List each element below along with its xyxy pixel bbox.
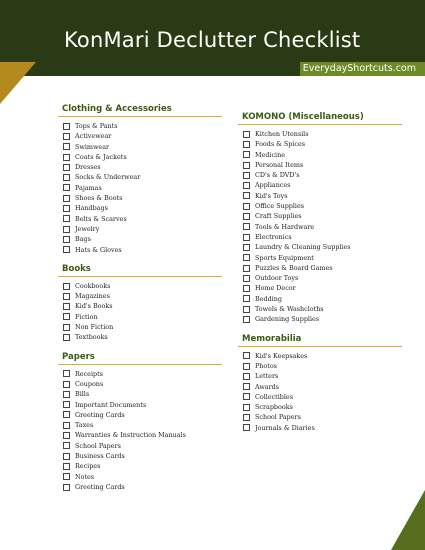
checkbox[interactable] <box>63 205 70 212</box>
checklist-item-label: Hats & Gloves <box>75 245 122 254</box>
checklist-item-label: Textbooks <box>75 333 108 342</box>
checklist-item <box>63 224 222 234</box>
checklist-item <box>243 180 402 190</box>
checklist-item-label: Laundry & Cleaning Supplies <box>255 243 351 252</box>
checklist-item <box>243 150 402 160</box>
checklist-item <box>243 314 402 324</box>
checkbox[interactable] <box>243 393 250 400</box>
checkbox[interactable] <box>63 313 70 320</box>
checkbox[interactable] <box>63 401 70 408</box>
checkbox[interactable] <box>63 463 70 470</box>
checkbox[interactable] <box>63 293 70 300</box>
checklist-item <box>63 162 222 172</box>
checkbox[interactable] <box>63 154 70 161</box>
checklist-item-label: Belts & Scarves <box>75 214 127 223</box>
checklist-item-label: Greeting Cards <box>75 410 125 419</box>
checklist-item <box>243 242 402 252</box>
checklist-item-label: Handbags <box>75 204 108 213</box>
checkbox[interactable] <box>243 131 250 138</box>
section-title: Memorabilia <box>238 334 402 347</box>
checklist-item <box>243 170 402 180</box>
checklist-item-label: Swimwear <box>75 142 110 151</box>
checklist-item <box>63 430 222 440</box>
checklist-item <box>243 222 402 232</box>
checkbox[interactable] <box>63 391 70 398</box>
section-books <box>58 264 222 343</box>
checkbox[interactable] <box>63 246 70 253</box>
checklist-item <box>63 332 222 342</box>
checkbox[interactable] <box>243 172 250 179</box>
checklist-item <box>63 152 222 162</box>
checkbox[interactable] <box>63 123 70 130</box>
checkbox[interactable] <box>63 381 70 388</box>
checklist-item <box>63 245 222 255</box>
checkbox[interactable] <box>63 143 70 150</box>
checklist-item-label: Pajamas <box>75 183 102 192</box>
checkbox[interactable] <box>243 203 250 210</box>
section-title: Clothing & Accessories <box>58 104 222 117</box>
checklist-item-label: Bags <box>75 235 91 244</box>
checklist-item-label: Gardening Supplies <box>255 315 320 324</box>
checklist-item-label: Fiction <box>75 312 98 321</box>
checkbox[interactable] <box>63 303 70 310</box>
section-title: Papers <box>58 352 222 365</box>
checkbox[interactable] <box>243 244 250 251</box>
checklist-item-label: Warranties & Instruction Manuals <box>75 431 186 440</box>
checklist-item <box>63 369 222 379</box>
checklist-item-label: Appliances <box>255 181 291 190</box>
checklist <box>238 129 402 325</box>
checklist-item <box>63 420 222 430</box>
checklist-item-label: Dresses <box>75 163 101 172</box>
checkbox[interactable] <box>243 275 250 282</box>
checklist-item-label: Tops & Pants <box>75 122 118 130</box>
checklist-item-label: Coupons <box>75 379 104 388</box>
checklist-item <box>243 253 402 263</box>
checklist-item <box>243 423 402 433</box>
checklist-item-label: Business Cards <box>75 452 125 461</box>
checklist-item <box>63 214 222 224</box>
checklist-item-label: Awards <box>255 382 280 391</box>
checkbox[interactable] <box>243 213 250 220</box>
checkbox[interactable] <box>243 414 250 421</box>
checkbox[interactable] <box>243 192 250 199</box>
section-clothing-accessories <box>58 104 222 255</box>
checkbox[interactable] <box>63 432 70 439</box>
checklist-item-label: Kid's Keepsakes <box>255 351 308 360</box>
checklist-item <box>63 472 222 482</box>
section-memorabilia <box>238 334 402 433</box>
checkbox[interactable] <box>63 453 70 460</box>
checkbox[interactable] <box>63 324 70 331</box>
checkbox[interactable] <box>63 473 70 480</box>
checkbox[interactable] <box>63 484 70 491</box>
checklist-item <box>63 142 222 152</box>
page-title: KonMari Declutter Checklist <box>64 28 361 52</box>
checklist-item-label: CD's & DVD's <box>255 171 300 180</box>
right-column <box>238 112 402 442</box>
checklist-item <box>63 281 222 291</box>
checklist-item-label: Greeting Cards <box>75 482 125 491</box>
checkbox[interactable] <box>243 141 250 148</box>
checkbox[interactable] <box>63 411 70 418</box>
checklist-item-label: Kid's Toys <box>255 191 288 200</box>
checklist-item <box>63 193 222 203</box>
checklist-item-label: Electronics <box>255 232 292 241</box>
checklist-item-label: Bills <box>75 390 90 399</box>
corner-decoration-bottom-right <box>391 490 425 550</box>
checkbox[interactable] <box>63 133 70 140</box>
checkbox[interactable] <box>243 306 250 313</box>
checklist-item-label: Office Supplies <box>255 202 305 211</box>
checklist-item <box>63 379 222 389</box>
checklist-item <box>63 410 222 420</box>
section-papers <box>58 352 222 493</box>
checklist-item <box>243 402 402 412</box>
checklist-item-label: Important Documents <box>75 400 147 409</box>
checklist-item <box>243 371 402 381</box>
checklist-item <box>63 172 222 182</box>
checklist-item <box>243 263 402 273</box>
checklist <box>238 351 402 433</box>
checkbox[interactable] <box>243 182 250 189</box>
checklist-item-label: Coats & Jackets <box>75 152 127 161</box>
checkbox[interactable] <box>63 236 70 243</box>
checklist-item <box>63 234 222 244</box>
checklist-item-label: Kid's Books <box>75 302 113 311</box>
checklist-item-label: Home Decor <box>255 284 296 293</box>
checklist-item <box>243 232 402 242</box>
checklist-item <box>243 412 402 422</box>
checklist-item <box>243 351 402 361</box>
checkbox[interactable] <box>243 234 250 241</box>
checkbox[interactable] <box>243 285 250 292</box>
checkbox[interactable] <box>243 265 250 272</box>
checklist-item-label: Non Fiction <box>75 323 114 332</box>
checklist-item-label: Socks & Underwear <box>75 173 141 182</box>
checklist-item-label: School Papers <box>75 441 121 450</box>
checkbox[interactable] <box>63 164 70 171</box>
section-title: KOMONO (Miscellaneous) <box>238 112 402 125</box>
checklist-item-label: Jewelry <box>75 224 100 233</box>
section-komono-miscellaneous <box>238 112 402 325</box>
checkbox[interactable] <box>243 295 250 302</box>
checkbox[interactable] <box>243 383 250 390</box>
checkbox[interactable] <box>63 184 70 191</box>
checklist-item <box>63 389 222 399</box>
checklist-item-label: Notes <box>75 472 95 481</box>
checkbox[interactable] <box>243 223 250 230</box>
checkbox[interactable] <box>243 373 250 380</box>
checklist-item <box>63 400 222 410</box>
checkbox[interactable] <box>243 151 250 158</box>
section-title: Books <box>58 264 222 277</box>
checklist-item-label: School Papers <box>255 413 301 422</box>
checklist-item <box>63 461 222 471</box>
checkbox[interactable] <box>63 442 70 449</box>
checkbox[interactable] <box>243 254 250 261</box>
checklist-item-label: Sports Equipment <box>255 253 314 262</box>
checklist-item-label: Puzzles & Board Games <box>255 263 333 272</box>
checklist-item <box>63 322 222 332</box>
checklist-item-label: Photos <box>255 361 277 370</box>
checklist-item <box>243 273 402 283</box>
checklist-item <box>243 283 402 293</box>
checklist <box>58 121 222 255</box>
checklist-item <box>63 131 222 141</box>
checkbox[interactable] <box>243 352 250 359</box>
checkbox[interactable] <box>243 316 250 323</box>
checklist-item-label: Medicine <box>255 150 285 159</box>
checklist-item-label: Outdoor Toys <box>255 274 299 283</box>
checklist-item <box>63 301 222 311</box>
checklist-item <box>243 129 402 139</box>
checklist-item <box>63 482 222 492</box>
checkbox[interactable] <box>63 174 70 181</box>
checklist-item-label: Collectibles <box>255 392 293 401</box>
checkbox[interactable] <box>63 422 70 429</box>
checklist-item-label: Personal Items <box>255 160 304 169</box>
checklist-item <box>243 201 402 211</box>
checklist-item-label: Tools & Hardware <box>255 222 315 231</box>
checklist-item <box>63 441 222 451</box>
checklist-item-label: Letters <box>255 372 279 381</box>
checkbox[interactable] <box>63 226 70 233</box>
checklist-item-label: Cookbooks <box>75 281 111 290</box>
checklist <box>58 281 222 343</box>
checklist-item <box>63 291 222 301</box>
checklist <box>58 369 222 493</box>
checklist-item <box>243 382 402 392</box>
checklist-item <box>243 211 402 221</box>
checklist-item <box>243 139 402 149</box>
checklist-item <box>243 361 402 371</box>
checklist-item <box>63 203 222 213</box>
checklist-item <box>243 304 402 314</box>
checklist-item-label: Journals & Diaries <box>255 423 315 432</box>
checklist-item <box>63 121 222 131</box>
checklist-item <box>243 160 402 170</box>
checklist-item-label: Bedding <box>255 294 282 303</box>
checkbox[interactable] <box>243 404 250 411</box>
checklist-item <box>243 294 402 304</box>
checklist-item-label: Foods & Spices <box>255 140 306 149</box>
checklist-item-label: Activewear <box>75 132 112 141</box>
checkbox[interactable] <box>243 424 250 431</box>
checklist-item <box>63 451 222 461</box>
checklist-item-label: Magazines <box>75 292 110 301</box>
checklist-item <box>63 312 222 322</box>
site-url: EverydayShortcuts.com <box>302 63 416 74</box>
checkbox[interactable] <box>63 283 70 290</box>
checklist-item-label: Taxes <box>75 421 94 430</box>
checklist-item-label: Recipes <box>75 462 101 471</box>
checklist-item-label: Towels & Washcloths <box>255 305 324 314</box>
checkbox[interactable] <box>63 334 70 341</box>
checklist-item-label: Receipts <box>75 369 103 378</box>
checkbox[interactable] <box>243 162 250 169</box>
checklist-item <box>243 191 402 201</box>
checkbox[interactable] <box>63 215 70 222</box>
checklist-item-label: Shoes & Boots <box>75 194 123 203</box>
checklist-item <box>63 183 222 193</box>
corner-decoration-top-left <box>0 62 36 104</box>
checklist-item-label: Craft Supplies <box>255 212 302 221</box>
checklist-item <box>243 392 402 402</box>
left-column <box>58 104 222 501</box>
checklist-item-label: Scrapbooks <box>255 403 293 412</box>
checklist-item-label: Kitchen Utensils <box>255 130 309 138</box>
checkbox[interactable] <box>63 195 70 202</box>
checkbox[interactable] <box>63 370 70 377</box>
checkbox[interactable] <box>243 363 250 370</box>
